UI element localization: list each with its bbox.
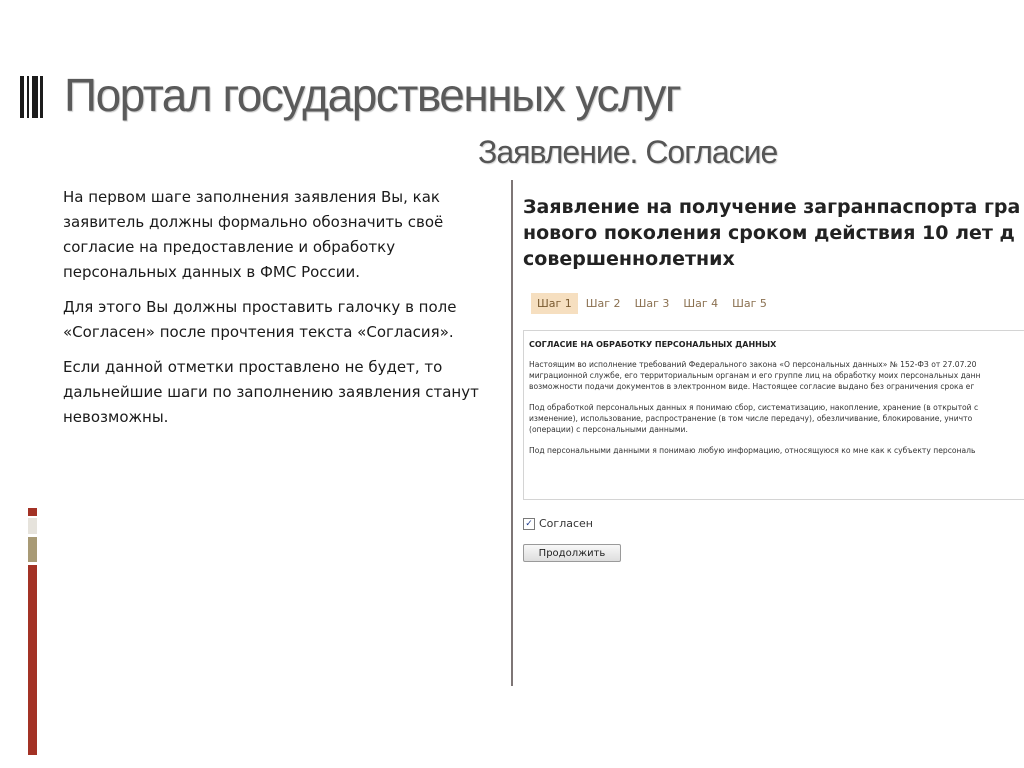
consent-line: Под персональными данными я понимаю любую информацию, относящуюся ко мне как к субъекту персональ [529,446,976,455]
gosuslugi-form-screenshot [511,180,1024,686]
consent-line: (операции) с персональными данными. [529,425,688,434]
body-paragraph: Если данной отметки проставлено не будет, то дальнейшие шаги по заполнению заявления станут невозможны. [63,358,479,426]
form-heading-line: совершеннолетних [523,248,735,270]
consent-paragraph [529,445,1024,456]
consent-line: изменение), использование, распространение (в том числе передачу), обезличивание, блокирование, уничто [529,414,973,423]
body-paragraph: На первом шаге заполнения заявления Вы, как заявитель должны формально обозначить своё согласие на предоставление и обработку персональных данных в ФМС России. [63,188,444,281]
body-paragraph: Для этого Вы должны проставить галочку в поле «Согласен» после прочтения текста «Согласия». [63,298,457,341]
step-tabs [531,293,775,314]
consent-text-box[interactable] [523,330,1024,500]
tab-step-3[interactable]: Шаг 3 [634,297,670,310]
form-heading-line: Заявление на получение загранпаспорта гра [523,196,1021,218]
consent-heading: СОГЛАСИЕ НА ОБРАБОТКУ ПЕРСОНАЛЬНЫХ ДАННЫХ [529,340,777,349]
consent-line: возможности подачи документов в электронном виде. Настоящее согласие выдано без ограничения срока ег [529,382,975,391]
consent-paragraph [529,359,1024,392]
consent-line: миграционной службе, его территориальным органам и его группе лиц на обработку моих персональных данн [529,371,981,380]
slide-body [63,185,493,440]
agree-checkbox-row[interactable] [523,517,593,530]
slide-subtitle: Заявление. Согласие [478,134,778,170]
continue-button[interactable]: Продолжить [523,544,621,562]
accent-bar-tan [28,537,37,562]
tab-step-4[interactable]: Шаг 4 [683,297,719,310]
accent-bar-light [28,518,37,534]
consent-line: Под обработкой персональных данных я понимаю сбор, систематизацию, накопление, хранение (в открытой с [529,403,979,412]
tab-step-1[interactable]: Шаг 1 [531,293,578,314]
tab-step-5[interactable]: Шаг 5 [732,297,767,310]
consent-line: Настоящим во исполнение требований Федерального закона «О персональных данных» № 152-ФЗ от 27.07.20 [529,360,977,369]
form-heading-line: нового поколения сроком действия 10 лет д [523,222,1015,244]
accent-bar-dark [28,565,37,755]
consent-paragraph [529,402,1024,435]
title-bars-icon [20,76,44,118]
accent-bar-dark-top [28,508,37,516]
slide-title: Портал государственных услуг [64,69,681,121]
agree-checkbox[interactable]: ✓ [523,518,535,530]
tab-step-2[interactable]: Шаг 2 [585,297,621,310]
form-heading [523,194,1020,272]
agree-label[interactable]: Согласен [539,517,593,530]
